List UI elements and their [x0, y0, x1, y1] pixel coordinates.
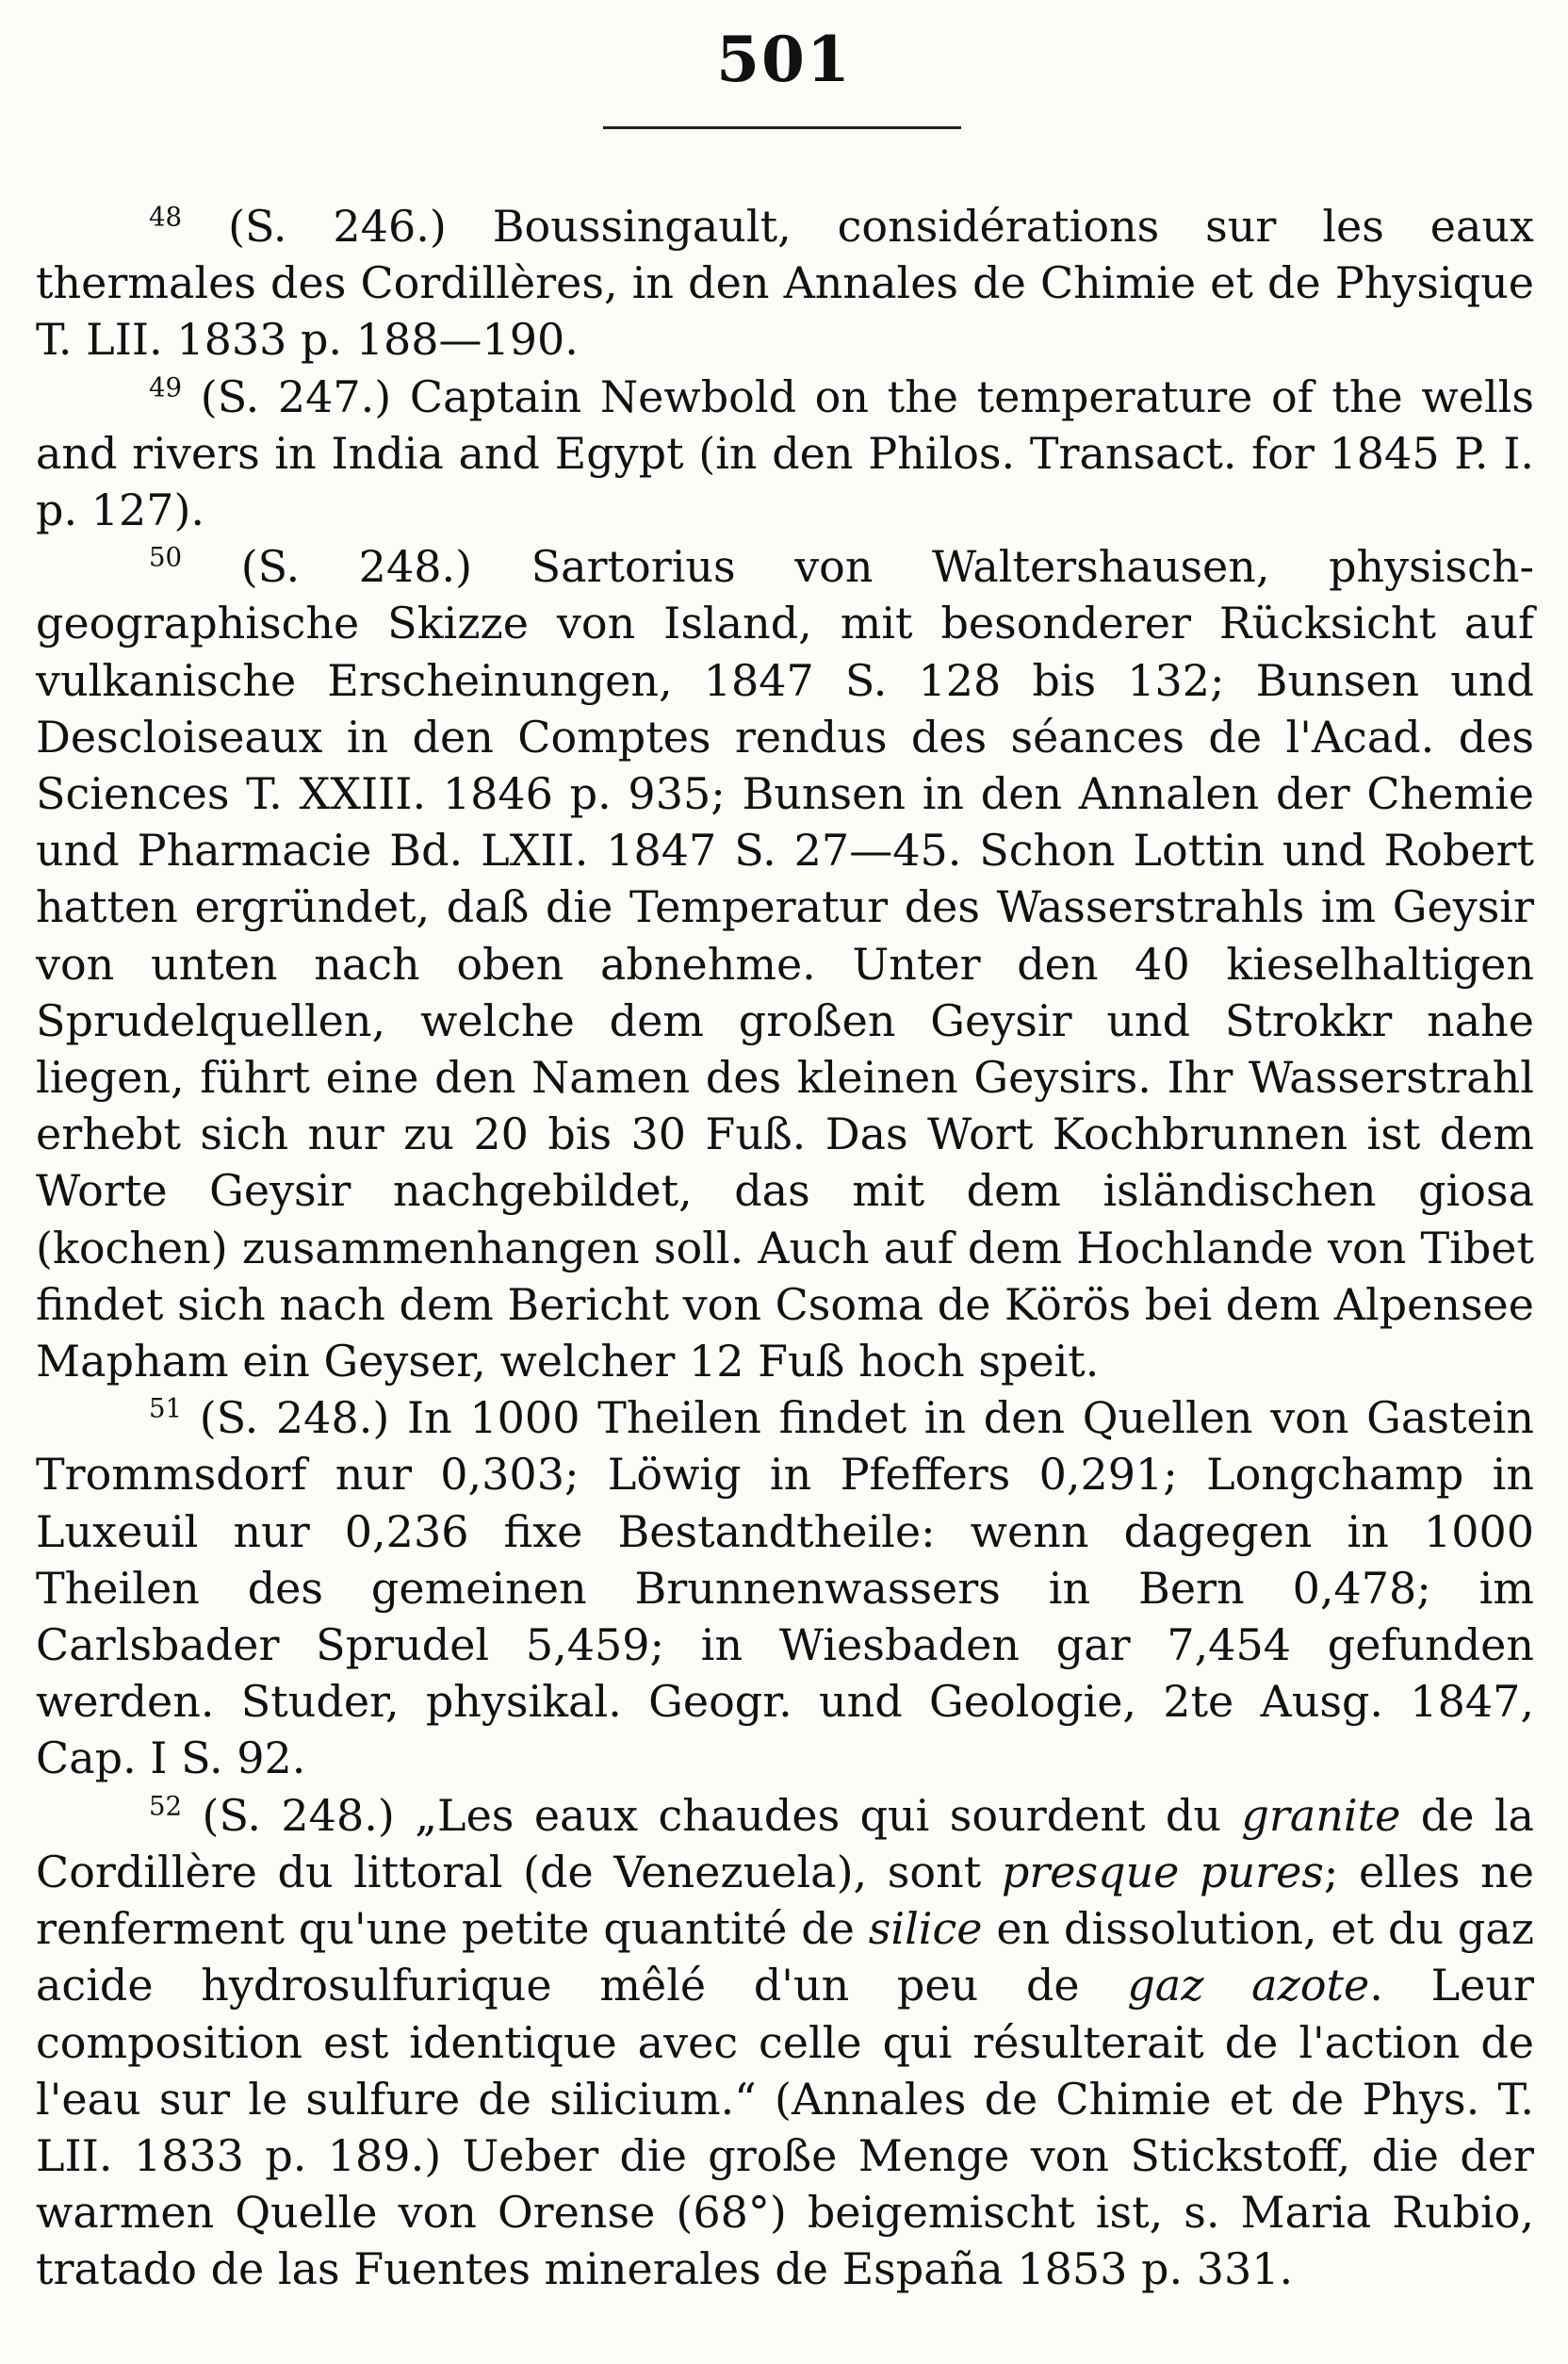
footnote-number: 52	[149, 1790, 183, 1822]
footnote-text: ; elles ne renferment qu'une petite quantité de	[36, 1846, 1534, 1955]
footnote-italic-text: granite	[1241, 1789, 1401, 1841]
footnote-text: (S. 248.) „Les eaux chaudes qui sourdent du	[202, 1789, 1242, 1841]
footnote-49	[36, 369, 1534, 539]
footnote-text: . Leur composition est identique avec celle qui résulterait de l'action de l'eau sur le sulfure de silicium.“ (Annales de Chimie et de Phys. T. LII. 1833 p. 189.) Ueber die große Menge von Stickstoff, die der warmen Quelle von Orense (68°) beigemischt ist, s. Maria Rubio, tratado de las Fuentes minerales de España 1853 p. 331.	[36, 1960, 1534, 2295]
footnote-number: 48	[149, 201, 183, 233]
footnote-text: (S. 246.) Boussingault, considérations sur les eaux thermales des Cordillères, in den Annales de Chimie et de Physique T. LII. 1833 p. 188—190.	[36, 201, 1535, 366]
footnote-50	[36, 538, 1534, 1389]
footnote-number: 49	[149, 371, 183, 403]
footnote-text: (S. 248.) Sartorius von Waltershausen, physisch-geographische Skizze von Island, mit besonderer Rücksicht auf vulkanische Erscheinungen, 1847 S. 128 bis 132; Bunsen und Descloiseaux in den Comptes rendus des séances de l'Acad. des Sciences T. XXIII. 1846 p. 935; Bunsen in den Annalen der Chemie und Pharmacie Bd. LXII. 1847 S. 27—45. Schon Lottin und Robert hatten ergründet, daß die Temperatur des Wasserstrahls im Geysir von unten nach oben abnehme. Unter den 40 kieselhaltigen Sprudelquellen, welche dem großen Geysir und Strokkr nahe liegen, führt eine den Namen des kleinen Geysirs. Ihr Wasserstrahl erhebt sich nur zu 20 bis 30 Fuß. Das Wort Kochbrunnen ist dem Worte Geysir nachgebildet, das mit dem isländischen giosa (kochen) zusammenhangen soll. Auch auf dem Hochlande von Tibet findet sich nach dem Bericht von Csoma de Körös bei dem Alpensee Mapham ein Geyser, welcher 12 Fuß hoch speit.	[36, 541, 1534, 1387]
footnotes	[36, 198, 1534, 2298]
footnote-italic-text: gaz azote	[1127, 1960, 1370, 2011]
footnote-italic-text: silice	[868, 1903, 983, 1955]
footnote-52	[36, 1787, 1534, 2298]
footnote-number: 50	[149, 541, 183, 573]
footnote-51	[36, 1389, 1534, 1786]
page-number: 501	[716, 23, 852, 96]
footnote-48	[36, 198, 1534, 369]
header-rule	[603, 126, 961, 129]
footnote-text: (S. 247.) Captain Newbold on the temperature of the wells and rivers in India and Egypt (in den Philos. Transact. for 1845 P. I. p. 127).	[36, 370, 1534, 536]
footnote-text: (S. 248.) In 1000 Theilen findet in den Quellen von Gastein Trommsdorf nur 0,303; Löwig in Pfeffers 0,291; Longchamp in Luxeuil nur 0,236 fixe Bestandtheile: wenn dagegen in 1000 Theilen des gemeinen Brunnenwassers in Bern 0,478; im Carlsbader Sprudel 5,459; in Wiesbaden gar 7,454 gefunden werden. Studer, physikal. Geogr. und Geologie, 2te Ausg. 1847, Cap. I S. 92.	[36, 1392, 1534, 1784]
footnote-number: 51	[149, 1392, 183, 1424]
footnote-italic-text: presque pures	[1001, 1846, 1324, 1897]
footnote-text: en dissolution, et du gaz acide hydrosulfurique mêlé d'un peu de	[36, 1903, 1535, 2011]
footnote-text: de la Cordillère du littoral (de Venezuela), sont	[36, 1789, 1534, 1897]
